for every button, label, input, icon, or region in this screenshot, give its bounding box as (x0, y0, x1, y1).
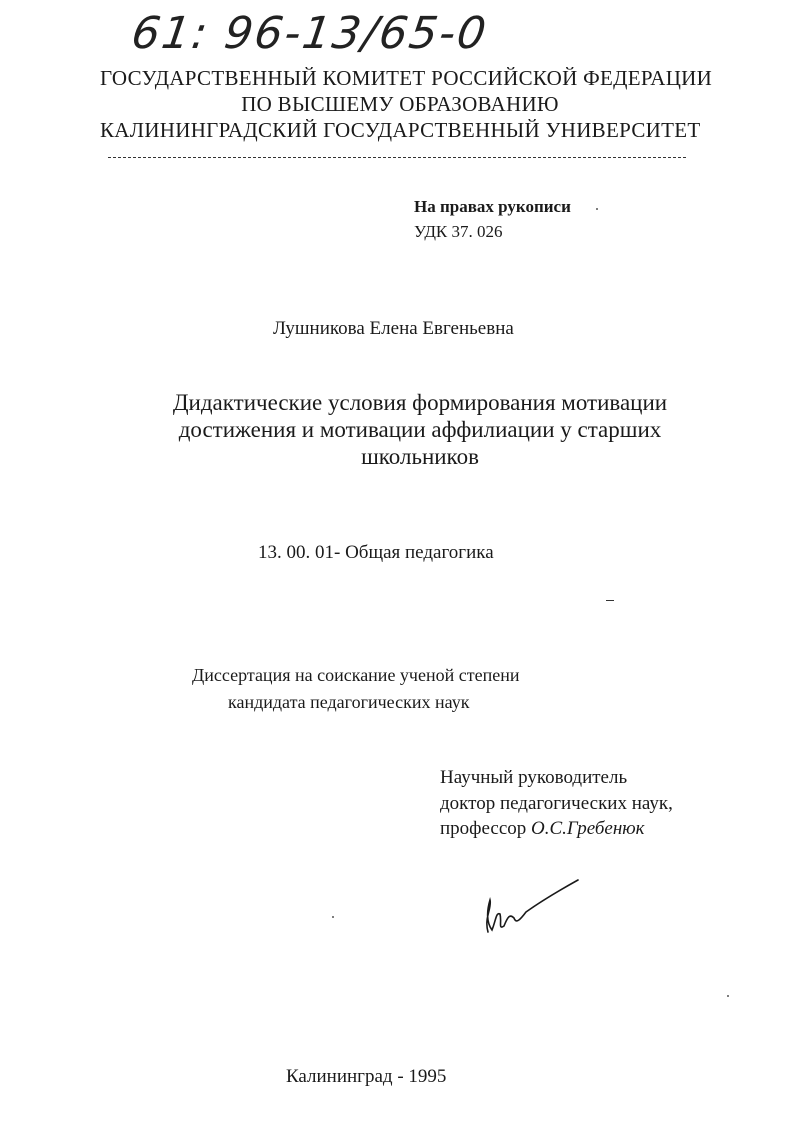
organization-line-1: ГОСУДАРСТВЕННЫЙ КОМИТЕТ РОССИЙСКОЙ ФЕДЕРАЦИИ (100, 66, 713, 90)
udk-code: УДК 37. 026 (414, 222, 503, 241)
thesis-title-line-2: достижения и мотивации аффилиации у старших (178, 417, 662, 442)
header-divider (108, 157, 686, 158)
supervisor-title: профессор (440, 818, 527, 839)
scan-mark (606, 600, 614, 601)
thesis-title-line-1: Дидактические условия формирования мотивации (172, 390, 668, 415)
scan-dot (332, 916, 334, 918)
specialty-code: 13. 00. 01- Общая педагогика (258, 542, 494, 563)
supervisor-line-3 (440, 818, 645, 840)
supervisor-line-2: доктор педагогических наук, (440, 793, 673, 814)
author-name: Лушникова Елена Евгеньевна (273, 318, 514, 339)
rights-note: На правах рукописи (414, 197, 571, 216)
thesis-title-line-3: школьников (361, 444, 479, 469)
city-year: Калининград - 1995 (286, 1066, 447, 1087)
dissertation-line-1: Диссертация на соискание ученой степени (192, 665, 520, 685)
organization-line-3: КАЛИНИНГРАДСКИЙ ГОСУДАРСТВЕННЫЙ УНИВЕРСИТЕТ (100, 118, 701, 142)
organization-line-2: ПО ВЫСШЕМУ ОБРАЗОВАНИЮ (241, 92, 559, 116)
supervisor-name: О.С.Гребенюк (531, 818, 645, 839)
handwritten-inventory-number: 61: 96-13/65-0 (128, 8, 491, 59)
supervisor-line-1: Научный руководитель (440, 767, 628, 788)
dissertation-line-2: кандидата педагогических наук (228, 692, 470, 712)
signature (470, 870, 590, 940)
scan-dot (727, 995, 729, 997)
scan-dot (596, 208, 598, 210)
